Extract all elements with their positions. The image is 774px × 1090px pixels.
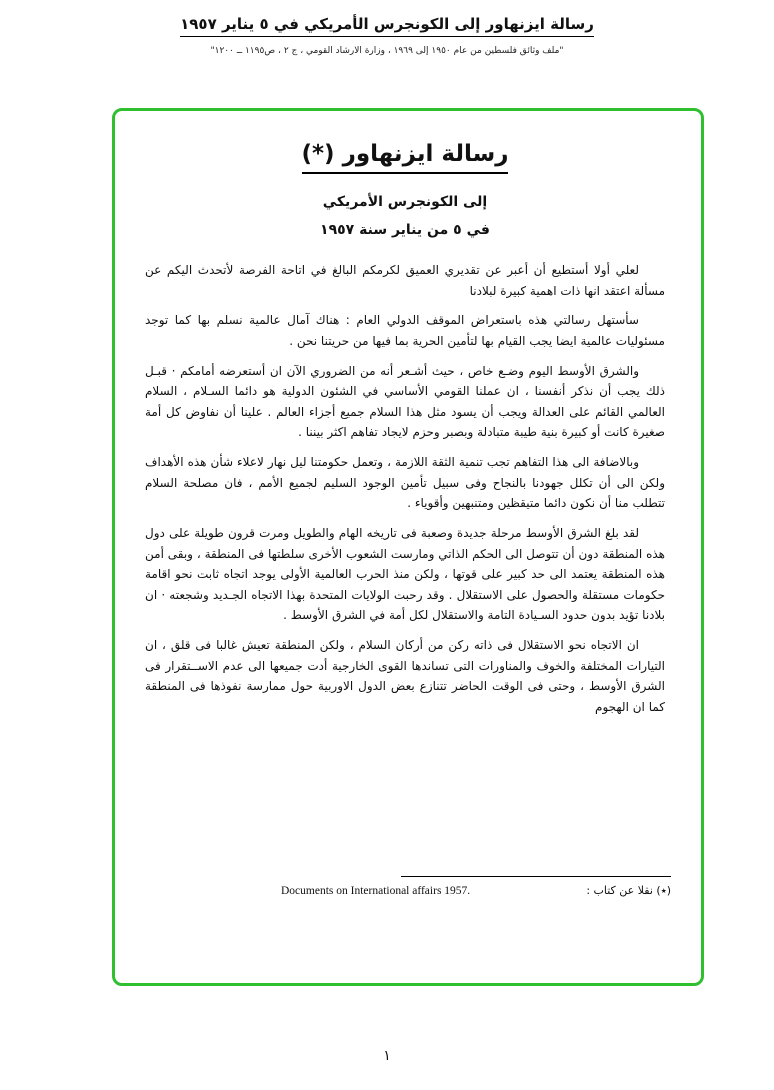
page-number: ١ — [383, 1048, 391, 1064]
paragraph: ان الاتجاه نحو الاستقلال فى ذاته ركن من أركان السلام ، ولكن المنطقة تعيش غالبا فى قلق ، ان التيارات المختلفة والخوف والمناورات التى تساندها القوى الخارجية أدت جميعها الى عدم الاســتقرار فى الشرق الأوسط ، وحتى فى الوقت الحاضر تتنازع بعض الدول الاوربية حول ممارسة نفوذها فى المنطقة كما ان الهجوم — [145, 638, 665, 714]
document-frame — [112, 108, 704, 986]
paragraph: سأستهل رسالتي هذه باستعراض الموقف الدولي العام : هناك آمال عالمية نسلم بها كما توجد مسئوليات عالمية ايضا يجب القيام بها لتأمين الحرية بما فيها من حريتنا نحن . — [145, 313, 665, 348]
document-title: رسالة ايزنهاور (*) — [302, 141, 509, 174]
footnote — [151, 876, 671, 897]
paragraph: لقد بلغ الشرق الأوسط مرحلة جديدة وصعبة فى تاريخه الهام والطويل ومرت قرون طويلة على دول هذه المنطقة دون أن تتوصل الى الحكم الذاتي ومارست الشعوب الأخرى سلطتها فى المنطقة ، وبقى أمن هذه المنطقة يعتمد الى حد كبير على قوتها ، ولكن منذ الحرب العالمية الأولى يوجد اتجاه ثابت نحو اقامة حكومات مستقلة والحصول على الاستقلال . وقد رحبت الولايات المتحدة بهذا الاتجاه الجـديد وشجعته · ان بلادنا تؤيد بدون حدود السـيادة التامة والاستقلال لكل أمة في الشرق الأوسط . — [145, 525, 665, 623]
document-subtitle-date: في ٥ من يناير سنة ١٩٥٧ — [320, 222, 490, 238]
footnote-divider — [401, 876, 671, 877]
paragraph: والشرق الأوسط اليوم وضـع خاص ، حيث أشـعر أنه من الضروري الآن ان أستعرضه أمامكم · قبـل ذلك يجب أن نذكر أنفسنا ، ان عملنا القومي الأساسي في الشئون الدولية هو دائما السـلام ، السلام العالمي القائم على العدالة ويجب أن يسود مثل هذا السلام جميع أجزاء العالم . علينا أن نفاوض كل أمة صغيرة كانت أو كبيرة بنية طيبة متبادلة وبصبر وحزم لايجاد تفاهم اكثر بيننا . — [145, 363, 665, 440]
header-title: رسالة ايزنهاور إلى الكونجرس الأمريكي في ٥ يناير ١٩٥٧ — [180, 15, 594, 37]
footnote-row — [151, 884, 671, 897]
document-subtitle-recipient: إلى الكونجرس الأمريكي — [322, 194, 488, 210]
paragraph: لعلي أولا أستطيع أن أعبر عن تقديري العميق لكرمكم البالغ في اتاحة الفرصة لأتحدث اليكم عن مسألة اعتقد انها ذات اهمية كبيرة لبلادنا — [145, 263, 665, 298]
footnote-marker: (٭) نقلا عن كتاب : — [586, 884, 671, 897]
document-title-wrap — [145, 141, 665, 174]
page-header — [0, 0, 774, 56]
paragraph: وبالاضافة الى هذا التفاهم تجب تنمية الثقة اللازمة ، وتعمل حكومتنا ليل نهار لاعلاء شأن هذه الأهداف ولكن الى أن تكلل جهودنا بالنجاح وفى سبيل تأمين الوجود السليم لجميع الأمم ، فان مصلحة السلام تتطلب منا أن نكون دائما متيقظين ومتنبهين وأقوياء . — [145, 455, 665, 511]
footnote-source: Documents on International affairs 1957. — [281, 885, 471, 897]
document-body — [145, 260, 665, 718]
header-subtitle: "ملف وثائق فلسطين من عام ١٩٥٠ إلى ١٩٦٩ ، وزارة الارشاد القومي ، ج ٢ ، ص١١٩٥ ــ ١٢٠٠" — [210, 46, 564, 56]
